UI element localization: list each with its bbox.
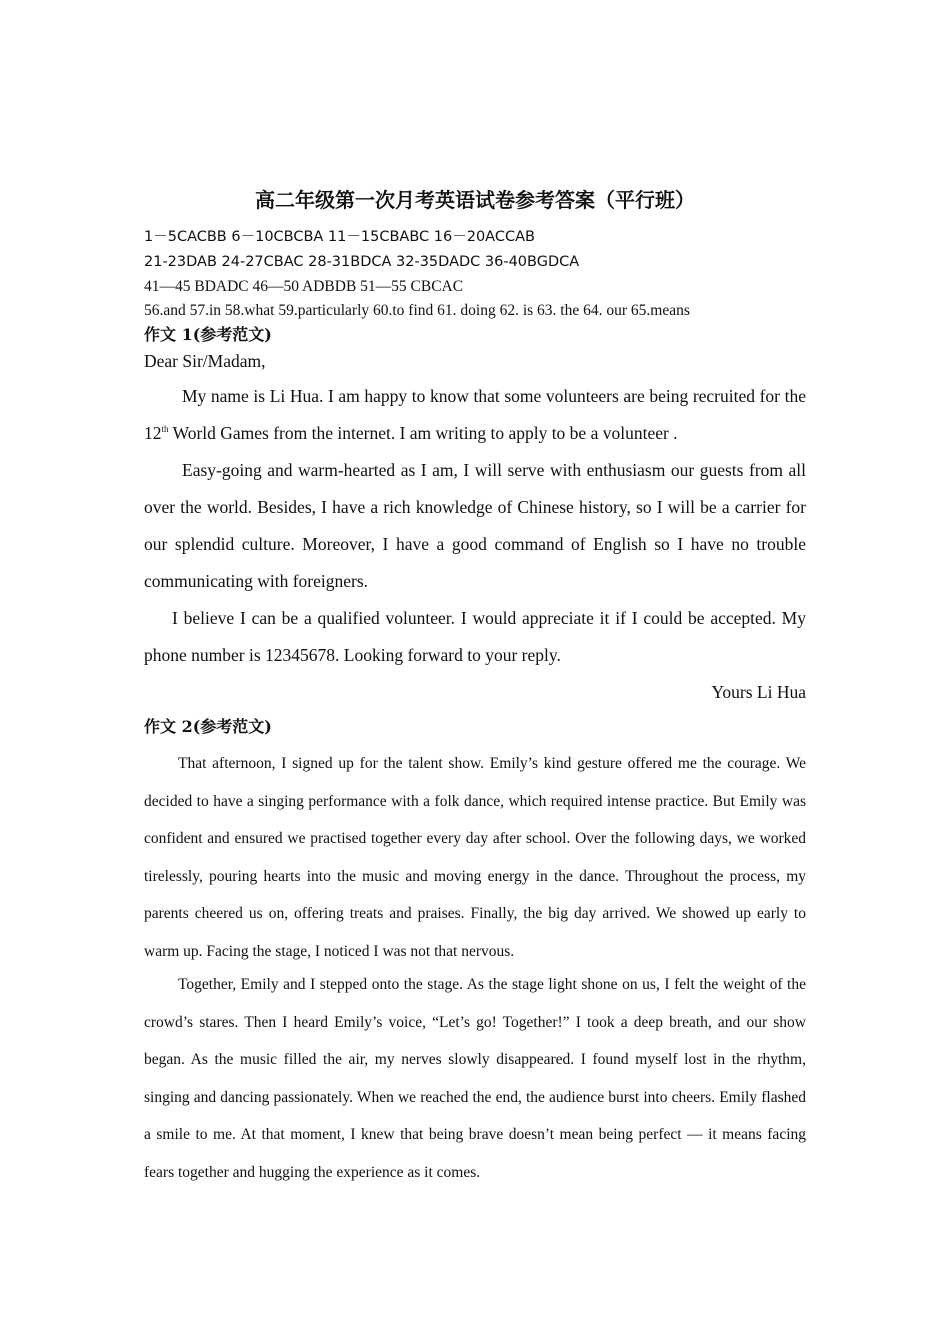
answer-line-4: 56.and 57.in 58.what 59.particularly 60.to find 61. doing 62. is 63. the 64. our 65.means [144, 302, 690, 319]
essay2-body [144, 745, 806, 1191]
essay1-body [144, 378, 806, 674]
answer-line-2: 21-23DAB 24-27CBAC 28-31BDCA 32-35DADC 36-40BGDCA [144, 254, 580, 270]
essay2-paragraph-2: Together, Emily and I stepped onto the stage. As the stage light shone on us, I felt the weight of the crowd’s stares. Then I heard Emily’s voice, “Let’s go! Together!” I took a deep breath, and our show began. As the music filled the air, my nerves slowly disappeared. I found myself lost in the rhythm, singing and dancing passionately. When we reached the end, the audience burst into cheers. Emily flashed a smile to me. At that moment, I knew that being brave doesn’t mean being perfect — it means facing fears together and hugging the experience as it comes. [144, 976, 806, 1181]
answer-line-3: 41—45 BDADC 46—50 ADBDB 51—55 CBCAC [144, 278, 464, 295]
essay1-salutation: Dear Sir/Madam, [144, 351, 266, 371]
essay2-paragraph-1: That afternoon, I signed up for the talent show. Emily’s kind gesture offered me the courage. We decided to have a singing performance with a folk dance, which required intense practice. But Emily was confident and ensured we practised together every day after school. Over the following days, we worked tirelessly, pouring hearts into the music and moving energy in the dance. Throughout the process, my parents cheered us on, offering treats and praises. Finally, the big day arrived. We showed up early to warm up. Facing the stage, I noticed I was not that nervous. [144, 755, 806, 960]
essay2-heading: 作文 2(参考范文) [144, 717, 272, 736]
essay1-heading: 作文 1(参考范文) [144, 325, 272, 344]
essay1-paragraph-1: My name is Li Hua. I am happy to know that some volunteers are being recruited for the 12th World Games from the internet. I am writing to apply to be a volunteer . [144, 386, 806, 443]
page-title: 高二年级第一次月考英语试卷参考答案（平行班） [255, 188, 695, 212]
essay1-closing: Yours Li Hua [711, 682, 806, 702]
answer-line-1: 1－5CACBB 6－10CBCBA 11－15CBABC 16－20ACCAB [144, 229, 535, 245]
essay1-paragraph-3: I believe I can be a qualified volunteer. I would appreciate it if I could be accepted. My phone number is 12345678. Looking forward to your reply. [144, 608, 806, 665]
essay1-paragraph-2: Easy-going and warm-hearted as I am, I will serve with enthusiasm our guests from all over the world. Besides, I have a rich knowledge of Chinese history, so I will be a carrier for our splendid culture. Moreover, I have a good command of English so I have no trouble communicating with foreigners. [144, 460, 806, 591]
